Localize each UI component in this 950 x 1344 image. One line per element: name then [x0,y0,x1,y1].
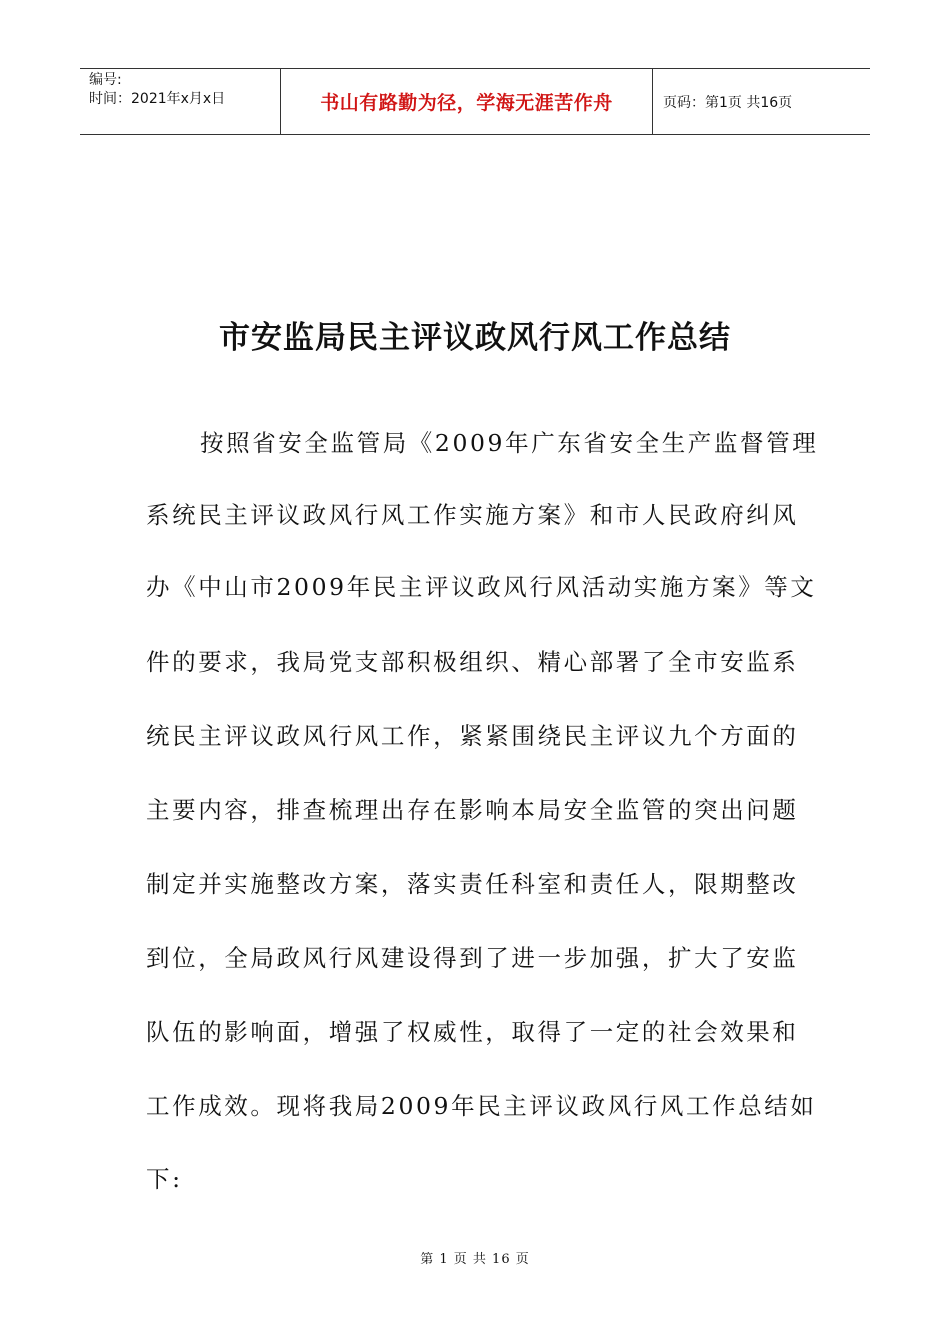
body-line: 下: [146,1165,183,1193]
body-line: 统民主评议政风行风工作，紧紧围绕民主评议九个方面的 [146,722,799,750]
body-line: 队伍的影响面，增强了权威性，取得了一定的社会效果和 [146,1018,799,1046]
body-line: 到位，全局政风行风建设得到了进一步加强，扩大了安监 [146,944,799,972]
page-footer: 第 1 页 共 16 页 [420,1252,530,1267]
body-line: 主要内容，排查梳理出存在影响本局安全监管的突出问题 [146,796,799,824]
document-number-label: 编号: [89,72,122,88]
header-meta-cell [80,69,281,134]
header-table [80,68,870,135]
header-motto-cell [281,69,653,134]
body-line: 系统民主评议政风行风工作实施方案》和市人民政府纠风 [146,501,799,529]
body-line: 按照省安全监管局《2009年广东省安全生产监督管理 [200,429,819,457]
header-page-cell [653,69,870,134]
header-motto: 书山有路勤为径，学海无涯苦作舟 [320,92,613,114]
body-line: 件的要求，我局党支部积极组织、精心部署了全市安监系 [146,648,799,676]
body-line: 办《中山市2009年民主评议政风行风活动实施方案》等文 [146,573,817,601]
document-date-label: 时间：2021年x月x日 [89,91,226,107]
body-line: 工作成效。现将我局2009年民主评议政风行风工作总结如 [146,1092,817,1120]
document-title: 市安监局民主评议政风行风工作总结 [219,320,731,356]
header-page-info: 页码：第1页 共16页 [663,94,793,111]
body-line: 制定并实施整改方案，落实责任科室和责任人，限期整改 [146,870,799,898]
